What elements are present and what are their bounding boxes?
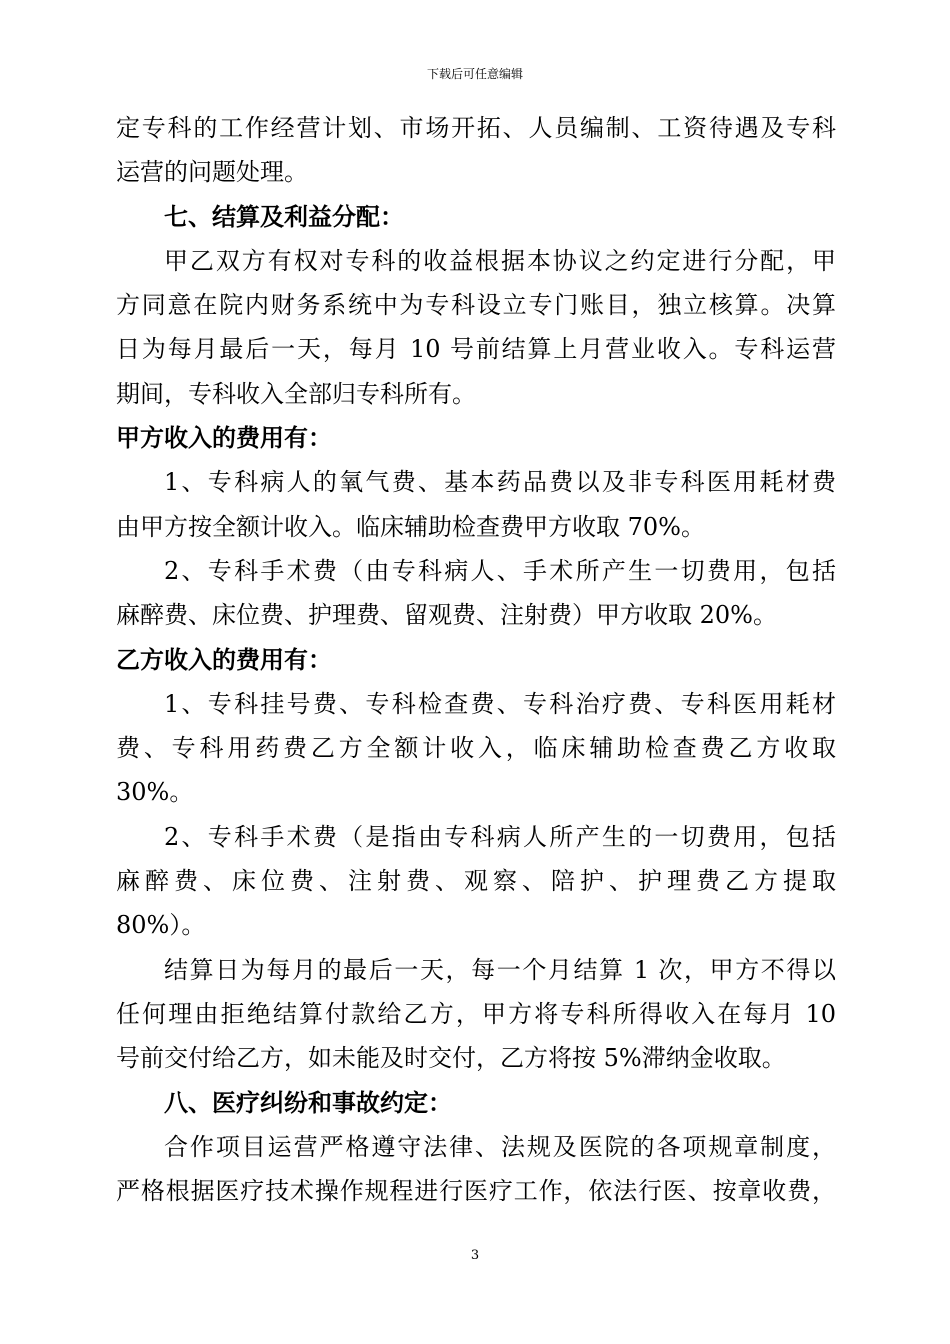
text-line: 期间，专科收入全部归专科所有。 [116,379,476,408]
page-number: 3 [470,1248,480,1263]
text-line: 费、专科用药费乙方全额计收入，临床辅助检查费乙方收取 [116,734,836,763]
text-line: 2、专科手术费（是指由专科病人所产生的一切费用，包括 [164,822,836,851]
text-line: 运营的问题处理。 [116,158,308,187]
section-heading: 七、结算及利益分配： [164,201,404,231]
text-line: 号前交付给乙方，如未能及时交付，乙方将按 5%滞纳金收取。 [116,1044,786,1073]
section-heading: 八、医疗纠纷和事故约定： [164,1087,452,1117]
text-line: 结算日为每月的最后一天，每一个月结算 1 次，甲方不得以 [164,955,836,984]
text-line: 定专科的工作经营计划、市场开拓、人员编制、工资待遇及专科 [116,114,836,142]
text-line: 日为每月最后一天，每月 10 号前结算上月营业收入。专科运营 [116,335,836,364]
text-line: 2、专科手术费（由专科病人、手术所产生一切费用，包括 [164,556,836,585]
text-line: 合作项目运营严格遵守法律、法规及医院的各项规章制度， [164,1132,836,1161]
text-line: 麻醉费、床位费、注射费、观察、陪护、护理费乙方提取 [116,867,836,896]
text-line: 由甲方按全额计收入。临床辅助检查费甲方收取 70%。 [116,512,705,541]
text-line: 方同意在院内财务系统中为专科设立专门账目，独立核算。决算 [116,291,836,320]
text-line: 1、专科病人的氧气费、基本药品费以及非专科医用耗材费 [164,468,836,497]
document-body [116,106,836,1213]
text-line: 甲乙双方有权对专科的收益根据本协议之约定进行分配，甲 [164,246,836,275]
text-line: 1、专科挂号费、专科检查费、专科治疗费、专科医用耗材 [164,689,836,718]
text-line: 严格根据医疗技术操作规程进行医疗工作，依法行医、按章收费， [116,1177,836,1206]
text-line: 30%。 [116,778,194,807]
page-header: 下载后可任意编辑 [426,67,523,81]
section-heading: 甲方收入的费用有： [116,423,332,453]
text-line: 80%）。 [116,911,206,940]
text-line: 麻醉费、床位费、护理费、留观费、注射费）甲方收取 20%。 [116,601,777,630]
text-line: 任何理由拒绝结算付款给乙方，甲方将专科所得收入在每月 10 [116,999,836,1028]
section-heading: 乙方收入的费用有： [116,644,332,674]
